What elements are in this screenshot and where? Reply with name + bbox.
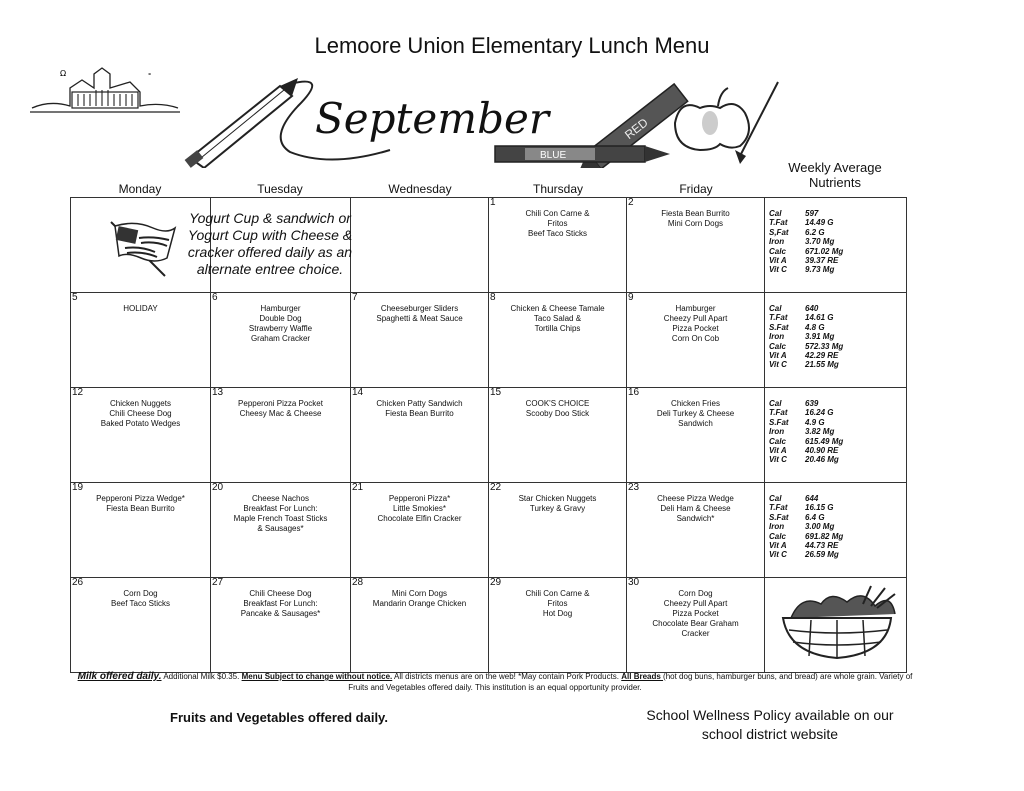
- menu-item: Chicken Nuggets: [110, 399, 171, 408]
- day-cell: [211, 483, 351, 578]
- menu-item: Sandwich*: [676, 514, 715, 523]
- nutrient-value: 14.61 G: [805, 313, 834, 323]
- menu-item: Fiesta Bean Burrito: [106, 504, 175, 513]
- day-header-thursday: Thursday: [532, 182, 584, 196]
- nutrient-label: Vit C: [769, 455, 787, 465]
- nutrient-label: Vit A: [769, 446, 787, 456]
- menu-item: Chicken Patty Sandwich: [376, 399, 463, 408]
- day-number: 6: [212, 292, 218, 303]
- menu-item: Breakfast For Lunch:: [243, 599, 318, 608]
- pencil-icon: [185, 78, 298, 168]
- menu-item: Cheeseburger Sliders: [380, 304, 459, 313]
- nutrient-label: Cal: [769, 209, 782, 218]
- nutrient-label: Cal: [769, 304, 782, 313]
- nutrient-value: 3.70 Mg: [805, 237, 835, 247]
- nutrients-cell: [765, 388, 907, 483]
- day-cell: [211, 293, 351, 388]
- menu-item: HOLIDAY: [123, 304, 158, 313]
- day-cell: [71, 483, 211, 578]
- menu-item: Cheese Pizza Wedge: [657, 494, 734, 503]
- day-number: 27: [212, 577, 224, 588]
- menu-item: Cheesy Mac & Cheese: [239, 409, 322, 418]
- day-header-monday: Monday: [118, 182, 162, 196]
- day-number: 5: [72, 292, 78, 303]
- menu-items: [627, 198, 764, 229]
- menu-item: Fritos: [547, 599, 568, 608]
- nutrient-label: S,Fat: [769, 227, 789, 237]
- day-cell: [627, 578, 765, 673]
- menu-item: Scooby Doo Stick: [525, 409, 590, 418]
- nutrient-row: [769, 332, 906, 341]
- nutrient-row: [769, 408, 906, 417]
- day-cell: [351, 483, 489, 578]
- nutrient-value: 40.90 RE: [805, 446, 839, 456]
- day-cell: [489, 198, 627, 293]
- breads-note: (hot dog buns, hamburger buns, and bread) are whole grain. Variety of Fruits and Vegetables offered daily. This institution is an equal opportunity provider.: [348, 672, 913, 692]
- menu-item: Pizza Pocket: [672, 609, 719, 618]
- menu-item: Cheezy Pull Apart: [663, 314, 728, 323]
- nutrient-row: [769, 342, 906, 351]
- menu-item: Fiesta Bean Burrito: [661, 209, 730, 218]
- vegetable-basket-icon: [771, 584, 901, 667]
- week-row: [71, 483, 907, 578]
- nutrient-row: [769, 541, 906, 550]
- menu-items: [351, 483, 488, 524]
- menu-items: [489, 198, 626, 239]
- nutrient-value: 14.49 G: [805, 218, 834, 228]
- day-cell: [627, 198, 765, 293]
- nutrient-value: 21.55 Mg: [805, 360, 839, 370]
- day-number: 14: [352, 387, 364, 398]
- menu-item: Spaghetti & Meat Sauce: [376, 314, 463, 323]
- nutrient-row: [769, 532, 906, 541]
- nutrient-label: Iron: [769, 522, 785, 532]
- menu-item: Hamburger: [260, 304, 301, 313]
- milk-note: Milk offered daily.: [77, 671, 162, 682]
- menu-item: Chili Con Carne &: [525, 209, 590, 218]
- nutrient-label: T.Fat: [769, 408, 788, 418]
- nutrient-value: 6.2 G: [805, 227, 825, 237]
- svg-text:RED: RED: [622, 115, 651, 142]
- menu-item: & Sausages*: [257, 524, 304, 533]
- nutrient-value: 39.37 RE: [805, 256, 839, 266]
- menu-item: Corn On Cob: [671, 334, 720, 343]
- nutrient-row: [769, 304, 906, 313]
- menu-item: Pancake & Sausages*: [240, 609, 321, 618]
- day-number: 15: [490, 387, 502, 398]
- day-cell: [489, 578, 627, 673]
- nutrient-label: T.Fat: [769, 503, 788, 513]
- menu-item: Beef Taco Sticks: [528, 229, 587, 238]
- menu-item: Hot Dog: [542, 609, 573, 618]
- svg-text:BLUE: BLUE: [540, 150, 567, 161]
- menu-item: Chili Con Carne &: [525, 589, 590, 598]
- september-banner-art: [180, 78, 780, 168]
- day-cell: [351, 293, 489, 388]
- nutrient-value: 572.33 Mg: [805, 341, 844, 351]
- nutrient-row: [769, 503, 906, 512]
- nutrient-value: 640: [805, 304, 819, 313]
- day-number: 26: [72, 577, 84, 588]
- breads-label: All Breads: [621, 672, 664, 681]
- menu-item: Deli Turkey & Cheese: [656, 409, 735, 418]
- nutrient-label: Calc: [769, 341, 786, 351]
- nutrient-value: 615.49 Mg: [805, 436, 844, 446]
- nutrient-label: Iron: [769, 237, 785, 247]
- menu-item: Mini Corn Dogs: [391, 589, 448, 598]
- day-header-friday: Friday: [679, 182, 713, 196]
- blue-crayon-icon: [495, 146, 670, 162]
- nutrient-label: Vit A: [769, 256, 787, 266]
- nutrient-label: Cal: [769, 399, 782, 408]
- nutrient-label: Calc: [769, 531, 786, 541]
- nutrient-label: S.Fat: [769, 322, 789, 332]
- nutrient-row: [769, 522, 906, 531]
- menu-item: Breakfast For Lunch:: [243, 504, 318, 513]
- nutrients-header: Weekly Average Nutrients: [788, 160, 882, 190]
- nutrient-label: S.Fat: [769, 512, 789, 522]
- wellness-policy-note: School Wellness Policy available on our school district website: [646, 707, 894, 742]
- menu-item: Taco Salad &: [533, 314, 582, 323]
- day-cell: [351, 578, 489, 673]
- nutrient-row: [769, 247, 906, 256]
- menu-item: Chocolate Bear Graham: [652, 619, 739, 628]
- nutrient-row: [769, 513, 906, 522]
- nutrient-row: [769, 218, 906, 227]
- menu-item: Turkey & Gravy: [529, 504, 586, 513]
- day-number: 8: [490, 292, 496, 303]
- nutrient-value: 16.24 G: [805, 408, 834, 418]
- menu-item: Chocolate Elfin Cracker: [377, 514, 462, 523]
- nutrient-label: T.Fat: [769, 218, 788, 228]
- day-number: 13: [212, 387, 224, 398]
- nutrient-value: 3.82 Mg: [805, 427, 835, 437]
- nutrient-row: [769, 265, 906, 274]
- nutrient-row: [769, 237, 906, 246]
- nutrient-row: [769, 351, 906, 360]
- nutrient-value: 44.73 RE: [805, 541, 839, 551]
- day-cell: [211, 578, 351, 673]
- day-cell: [351, 388, 489, 483]
- menu-items: [211, 388, 350, 419]
- menu-item: COOK'S CHOICE: [525, 399, 590, 408]
- menu-item: Chili Cheese Dog: [249, 589, 312, 598]
- menu-items: [351, 293, 488, 324]
- day-number: 23: [628, 482, 640, 493]
- footer-notes: [70, 671, 920, 693]
- day-cell: [351, 198, 489, 293]
- nutrients-cell: [765, 483, 907, 578]
- day-cell: [489, 483, 627, 578]
- nutrient-row: [769, 399, 906, 408]
- day-number: 22: [490, 482, 502, 493]
- nutrient-row: [769, 228, 906, 237]
- menu-item: Mandarin Orange Chicken: [372, 599, 467, 608]
- menu-item: Cracker: [681, 629, 710, 638]
- menu-item: Sandwich: [678, 419, 713, 428]
- menu-item: Double Dog: [259, 314, 302, 323]
- menu-item: Pizza Pocket: [672, 324, 719, 333]
- menu-items: [71, 483, 210, 514]
- nutrients-cell: [765, 578, 907, 673]
- nutrient-label: Vit C: [769, 360, 787, 370]
- menu-items: [211, 198, 350, 209]
- day-cell: [489, 388, 627, 483]
- nutrient-value: 3.91 Mg: [805, 332, 835, 342]
- menu-item: Graham Cracker: [250, 334, 311, 343]
- day-number: 16: [628, 387, 640, 398]
- menu-items: [71, 198, 210, 209]
- menu-item: Baked Potato Wedges: [100, 419, 181, 428]
- nutrient-row: [769, 437, 906, 446]
- menu-item: Fiesta Bean Burrito: [385, 409, 454, 418]
- nutrient-row: [769, 550, 906, 559]
- menu-items: [351, 578, 488, 609]
- menu-item: Tortilla Chips: [534, 324, 581, 333]
- day-number: 9: [628, 292, 634, 303]
- day-cell: [71, 578, 211, 673]
- nutrient-value: 597: [805, 209, 819, 218]
- nutrient-row: [769, 323, 906, 332]
- school-building-icon: [30, 66, 180, 118]
- menu-item: Chicken Fries: [671, 399, 720, 408]
- nutrient-row: [769, 360, 906, 369]
- nutrient-value: 639: [805, 399, 819, 408]
- nutrient-value: 9.73 Mg: [805, 265, 835, 275]
- nutrient-value: 20.46 Mg: [805, 455, 839, 465]
- menu-items: [211, 293, 350, 344]
- menu-items: [211, 483, 350, 534]
- additional-milk-note: Additional Milk $0.35.: [161, 672, 242, 681]
- nutrient-label: Vit C: [769, 265, 787, 275]
- day-cell: [627, 388, 765, 483]
- week-row: [71, 388, 907, 483]
- nutrient-value: 6.4 G: [805, 512, 825, 522]
- day-header-wednesday: Wednesday: [388, 182, 452, 196]
- menu-item: Little Smokies*: [393, 504, 446, 513]
- nutrient-row: [769, 455, 906, 464]
- nutrient-row: [769, 256, 906, 265]
- apple-icon: [675, 88, 749, 150]
- menu-items: [627, 578, 764, 639]
- menu-item: Pepperoni Pizza*: [388, 494, 451, 503]
- day-number: 1: [490, 197, 496, 208]
- nutrient-value: 671.02 Mg: [805, 246, 844, 256]
- nutrient-label: Vit A: [769, 351, 787, 361]
- day-cell: [71, 388, 211, 483]
- nutrient-label: Cal: [769, 494, 782, 503]
- website-note: All districts menus are on the web! *May contain Pork Products.: [392, 672, 622, 681]
- menu-item: Strawberry Waffle: [248, 324, 313, 333]
- day-number: 7: [352, 292, 358, 303]
- nutrient-value: 26.59 Mg: [805, 550, 839, 560]
- nutrient-row: [769, 494, 906, 503]
- nutrient-value: 644: [805, 494, 819, 503]
- day-number: 20: [212, 482, 224, 493]
- menu-subject-note: Menu Subject to change without notice.: [241, 672, 393, 681]
- menu-items: [71, 388, 210, 429]
- day-number: 30: [628, 577, 640, 588]
- day-number: 19: [72, 482, 84, 493]
- menu-items: [71, 293, 210, 314]
- menu-items: [489, 483, 626, 514]
- nutrient-label: Iron: [769, 332, 785, 342]
- nutrient-label: Calc: [769, 436, 786, 446]
- menu-item: Cheezy Pull Apart: [663, 599, 728, 608]
- svg-text:Ω: Ω: [60, 69, 67, 78]
- nutrient-value: 4.8 G: [805, 322, 825, 332]
- menu-item: Star Chicken Nuggets: [518, 494, 597, 503]
- fruits-vegetables-note: Fruits and Vegetables offered daily.: [170, 710, 388, 725]
- nutrient-label: Vit C: [769, 550, 787, 560]
- day-number: 12: [72, 387, 84, 398]
- week-row: [71, 293, 907, 388]
- nutrient-label: T.Fat: [769, 313, 788, 323]
- menu-items: [211, 578, 350, 619]
- nutrient-row: [769, 427, 906, 436]
- menu-items: [351, 388, 488, 419]
- menu-item: Beef Taco Sticks: [111, 599, 170, 608]
- menu-item: Hamburger: [675, 304, 716, 313]
- menu-item: Pepperoni Pizza Pocket: [238, 399, 323, 408]
- nutrient-value: 3.00 Mg: [805, 522, 835, 532]
- menu-item: Chili Cheese Dog: [109, 409, 172, 418]
- nutrient-row: [769, 446, 906, 455]
- menu-item: Corn Dog: [123, 589, 158, 598]
- day-cell: [627, 293, 765, 388]
- day-number: 28: [352, 577, 364, 588]
- nutrient-label: Vit A: [769, 541, 787, 551]
- menu-item: Chicken & Cheese Tamale: [510, 304, 605, 313]
- nutrient-row: [769, 418, 906, 427]
- menu-item: Maple French Toast Sticks: [233, 514, 328, 523]
- week-row: [71, 578, 907, 673]
- menu-items: [627, 388, 764, 429]
- day-header-tuesday: Tuesday: [257, 182, 303, 196]
- month-title: September: [315, 94, 549, 143]
- alternate-entree-note: Yogurt Cup & sandwich or Yogurt Cup with Cheese & cracker offered daily as an alternate entree choice.: [187, 210, 353, 277]
- nutrient-value: 16.15 G: [805, 503, 834, 513]
- menu-item: Mini Corn Dogs: [667, 219, 724, 228]
- nutrient-label: S.Fat: [769, 417, 789, 427]
- nutrient-value: 691.82 Mg: [805, 531, 844, 541]
- menu-item: Deli Ham & Cheese: [660, 504, 731, 513]
- day-cell: [489, 293, 627, 388]
- day-cell: [211, 388, 351, 483]
- nutrients-cell: [765, 293, 907, 388]
- menu-item: Fritos: [547, 219, 568, 228]
- day-cell: [627, 483, 765, 578]
- menu-items: [627, 483, 764, 524]
- menu-items: [489, 293, 626, 334]
- nutrient-value: 4.9 G: [805, 417, 825, 427]
- nutrient-row: [769, 313, 906, 322]
- page-title: Lemoore Union Elementary Lunch Menu: [314, 33, 710, 58]
- menu-items: [489, 578, 626, 619]
- menu-items: [351, 198, 488, 209]
- menu-items: [489, 388, 626, 419]
- day-number: 21: [352, 482, 364, 493]
- day-number: 29: [490, 577, 502, 588]
- menu-item: Pepperoni Pizza Wedge*: [96, 494, 185, 503]
- svg-text:ᐤ: ᐤ: [148, 71, 152, 80]
- nutrient-label: Iron: [769, 427, 785, 437]
- nutrient-row: [769, 209, 906, 218]
- menu-items: [627, 293, 764, 344]
- menu-item: Cheese Nachos: [252, 494, 309, 503]
- nutrients-cell: [765, 198, 907, 293]
- day-cell: [71, 293, 211, 388]
- nutrient-label: Calc: [769, 246, 786, 256]
- menu-items: [71, 578, 210, 609]
- menu-item: Corn Dog: [678, 589, 713, 598]
- day-number: 2: [628, 197, 634, 208]
- nutrient-value: 42.29 RE: [805, 351, 839, 361]
